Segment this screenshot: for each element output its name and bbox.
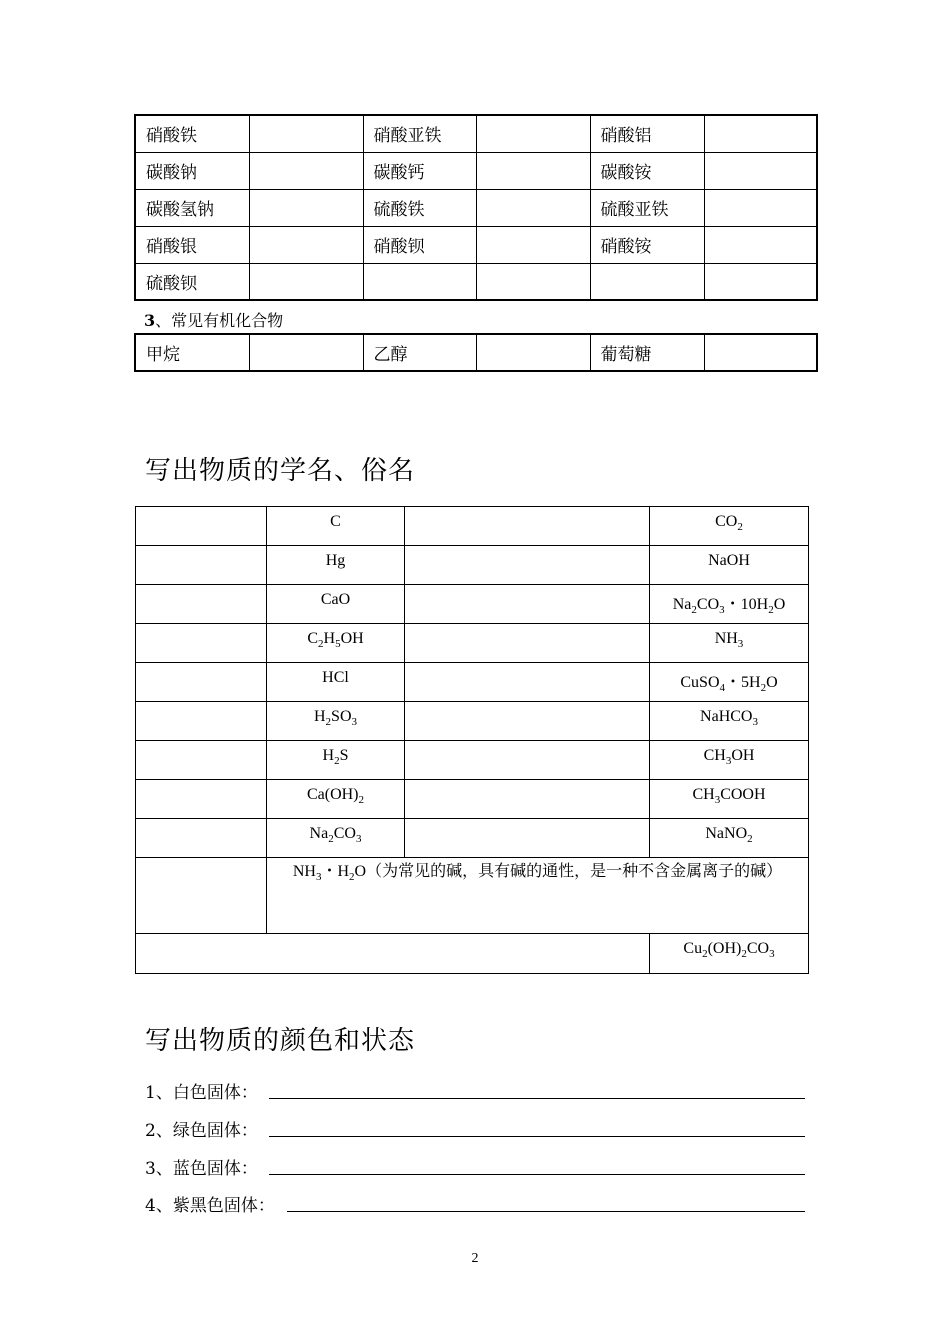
formula-cell: $CH_3OH$ xyxy=(650,741,809,780)
answer-line[interactable] xyxy=(269,1098,805,1099)
formula-cell: CaO xyxy=(267,585,405,624)
formula-cell: $H_2S$ xyxy=(267,741,405,780)
compound-name-cell: 硝酸银 xyxy=(135,226,249,263)
answer-cell[interactable] xyxy=(590,263,704,300)
table-row xyxy=(135,226,817,263)
formula-cell: HCl xyxy=(267,663,405,702)
table-row xyxy=(136,624,809,663)
formula-cell: $H_2SO_3$ xyxy=(267,702,405,741)
formula-cell: $CH_3COOH$ xyxy=(650,780,809,819)
answer-cell[interactable] xyxy=(704,226,817,263)
heading-color-state: 写出物质的颜色和状态 xyxy=(145,1026,416,1056)
table-row xyxy=(136,819,809,858)
compound-name-cell: 乙醇 xyxy=(363,334,476,371)
formula-cell: NaHCO$_3$ xyxy=(650,702,809,741)
formula-cell: $Ca(OH)_2$ xyxy=(267,780,405,819)
formula-cell: $NH_3$ xyxy=(650,624,809,663)
compound-name-cell: 硝酸铵 xyxy=(590,226,704,263)
fill-item-2: 2、绿色固体： xyxy=(145,1116,258,1141)
formula-cell: NaNO$_2$ xyxy=(650,819,809,858)
table-row xyxy=(136,934,809,974)
ammonia-note-cell: $NH_3$・$H_2O$（为常见的碱，具有碱的通性，是一种不含金属离子的碱） xyxy=(267,858,809,934)
compound-name-cell: 碳酸氢钠 xyxy=(135,189,249,226)
compound-name-cell: 碳酸钙 xyxy=(363,152,476,189)
compound-name-cell: 硝酸亚铁 xyxy=(363,115,476,152)
table-row xyxy=(135,334,817,371)
answer-line[interactable] xyxy=(269,1136,805,1137)
answer-cell[interactable] xyxy=(476,226,590,263)
organic-compounds-table xyxy=(134,333,818,372)
table-row xyxy=(135,115,817,152)
fill-item-4: 4、紫黑色固体： xyxy=(145,1191,275,1216)
table-row xyxy=(135,152,817,189)
formula-cell: $C_2H_5OH$ xyxy=(267,624,405,663)
answer-cell[interactable] xyxy=(476,263,590,300)
answer-cell[interactable] xyxy=(476,152,590,189)
answer-cell[interactable] xyxy=(249,152,363,189)
answer-cell[interactable] xyxy=(704,115,817,152)
compound-name-cell: 硝酸铁 xyxy=(135,115,249,152)
answer-cell[interactable] xyxy=(476,115,590,152)
answer-cell[interactable] xyxy=(476,334,590,371)
table-row xyxy=(135,189,817,226)
compound-name-cell: 硫酸亚铁 xyxy=(590,189,704,226)
section-3-title: 3、常见有机化合物 xyxy=(144,311,284,330)
salts-table xyxy=(134,114,818,301)
fill-item-3: 3、蓝色固体： xyxy=(145,1154,258,1179)
answer-cell[interactable] xyxy=(704,263,817,300)
answer-line[interactable] xyxy=(269,1174,805,1175)
formula-cell: $CO_2$ xyxy=(650,507,809,546)
table-row xyxy=(136,780,809,819)
compound-name-cell: 碳酸铵 xyxy=(590,152,704,189)
compound-name-cell: 硫酸钡 xyxy=(135,263,249,300)
answer-cell[interactable] xyxy=(704,334,817,371)
formula-cell: CuSO$_4$・$5H_2O$ xyxy=(650,663,809,702)
table-row xyxy=(136,741,809,780)
table-row xyxy=(136,858,809,934)
table-row xyxy=(136,546,809,585)
answer-cell[interactable] xyxy=(363,263,476,300)
heading-scientific-common-names: 写出物质的学名、俗名 xyxy=(145,456,416,486)
compound-name-cell: 硝酸钡 xyxy=(363,226,476,263)
formula-cell: $Na_2CO_3$・$10H_2O$ xyxy=(650,585,809,624)
compound-name-cell: 碳酸钠 xyxy=(135,152,249,189)
formula-cell: Hg xyxy=(267,546,405,585)
answer-line[interactable] xyxy=(287,1211,805,1212)
answer-cell[interactable] xyxy=(249,189,363,226)
page-number: 2 xyxy=(471,1251,479,1266)
table-row xyxy=(135,263,817,300)
compound-name-cell: 葡萄糖 xyxy=(590,334,704,371)
table-row xyxy=(136,663,809,702)
answer-cell[interactable] xyxy=(476,189,590,226)
answer-cell[interactable] xyxy=(704,189,817,226)
formula-cell: C xyxy=(267,507,405,546)
compound-name-cell: 硫酸铁 xyxy=(363,189,476,226)
answer-cell[interactable] xyxy=(249,263,363,300)
names-table xyxy=(135,506,809,974)
compound-name-cell: 硝酸铝 xyxy=(590,115,704,152)
table-row xyxy=(136,702,809,741)
answer-cell[interactable] xyxy=(704,152,817,189)
formula-cell: $Na_2CO_3$ xyxy=(267,819,405,858)
formula-cell: $Cu_2(OH)_2CO_3$ xyxy=(650,934,809,974)
answer-cell[interactable] xyxy=(249,115,363,152)
answer-cell[interactable] xyxy=(249,334,363,371)
table-row xyxy=(136,585,809,624)
answer-cell[interactable] xyxy=(249,226,363,263)
formula-cell: NaOH xyxy=(650,546,809,585)
compound-name-cell: 甲烷 xyxy=(135,334,249,371)
table-row xyxy=(136,507,809,546)
fill-item-1: 1、白色固体： xyxy=(145,1078,258,1103)
